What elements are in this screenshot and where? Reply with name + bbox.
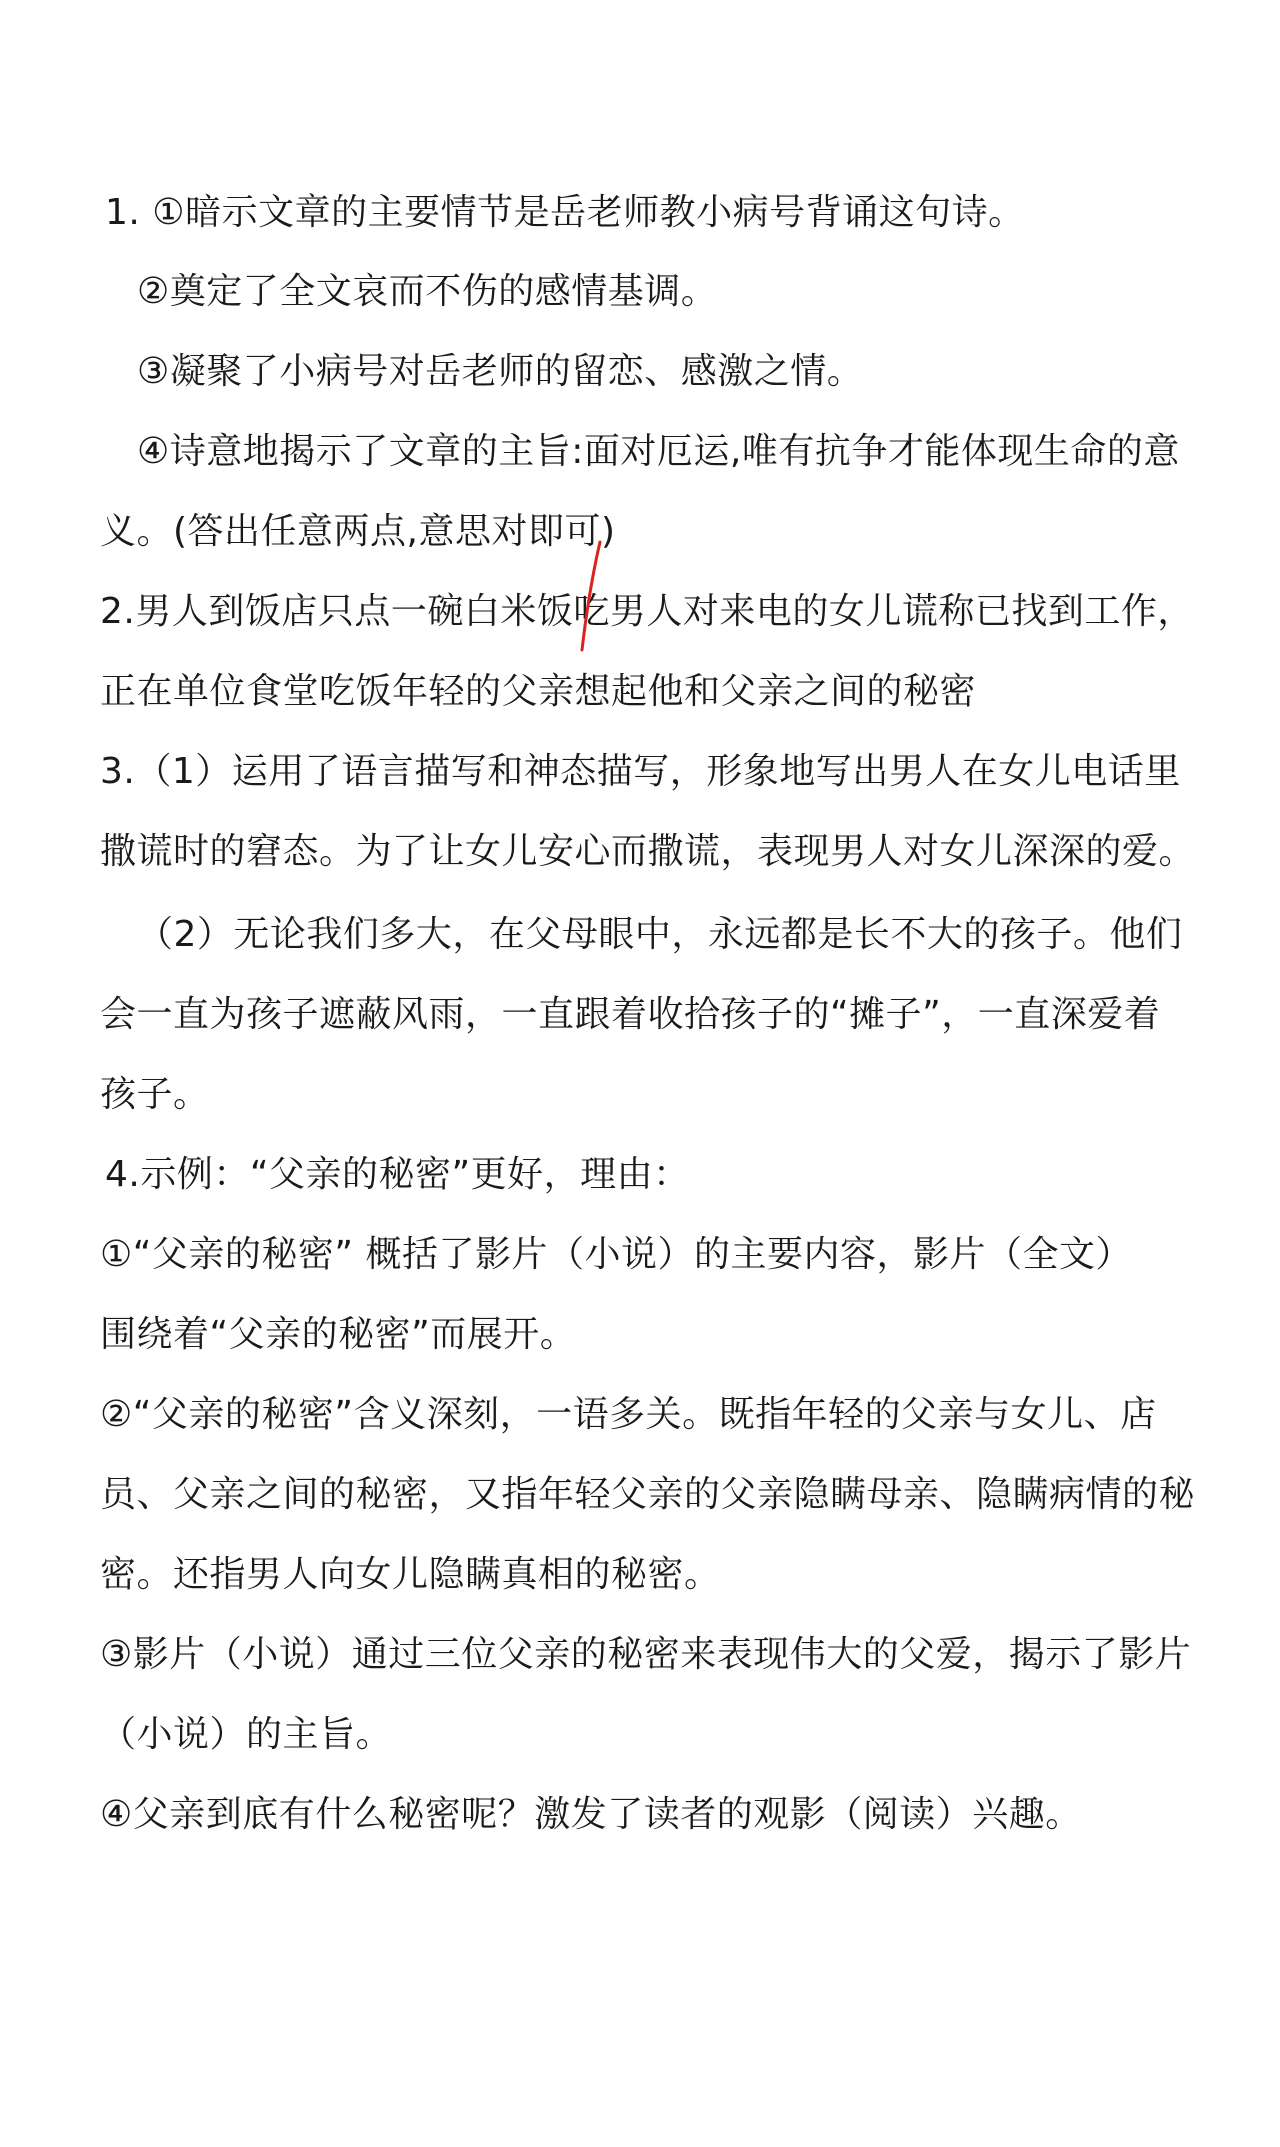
q4-line-3: 围绕着“父亲的秘密”而展开。 bbox=[100, 1314, 577, 1355]
q3-line-5: 孩子。 bbox=[100, 1074, 210, 1115]
q2-line-2: 正在单位食堂吃饭年轻的父亲想起他和父亲之间的秘密 bbox=[100, 671, 977, 712]
q1-line-5: 义。(答出任意两点,意思对即可) bbox=[100, 511, 616, 552]
q3-line-4: 会一直为孩子遮蔽风雨，一直跟着收拾孩子的“摊子”，一直深爱着 bbox=[100, 994, 1161, 1035]
q3-line-2: 撒谎时的窘态。为了让女儿安心而撒谎，表现男人对女儿深深的爱。 bbox=[100, 831, 1196, 872]
q4-line-1: 4.示例：“父亲的秘密”更好，理由： bbox=[105, 1154, 690, 1195]
q4-line-2: ①“父亲的秘密” 概括了影片（小说）的主要内容，影片（全文） bbox=[100, 1234, 1133, 1275]
q4-line-8: （小说）的主旨。 bbox=[100, 1714, 393, 1755]
q3-line-3: （2）无论我们多大，在父母眼中，永远都是长不大的孩子。他们 bbox=[137, 914, 1183, 955]
q1-line-2: ②奠定了全文哀而不伤的感情基调。 bbox=[137, 271, 718, 312]
q4-line-4: ②“父亲的秘密”含义深刻，一语多关。既指年轻的父亲与女儿、店 bbox=[100, 1394, 1157, 1435]
q3-line-1: 3.（1）运用了语言描写和神态描写，形象地写出男人在女儿电话里 bbox=[100, 751, 1181, 792]
q4-line-7: ③影片（小说）通过三位父亲的秘密来表现伟大的父爱，揭示了影片 bbox=[100, 1634, 1192, 1675]
q1-line-4: ④诗意地揭示了文章的主旨:面对厄运,唯有抗争才能体现生命的意 bbox=[137, 431, 1180, 472]
q2-line-1: 2.男人到饭店只点一碗白米饭吃男人对来电的女儿谎称已找到工作， bbox=[100, 591, 1194, 632]
q4-line-6: 密。还指男人向女儿隐瞒真相的秘密。 bbox=[100, 1554, 721, 1595]
q4-line-9: ④父亲到底有什么秘密呢？激发了读者的观影（阅读）兴趣。 bbox=[100, 1794, 1082, 1835]
q1-line-1: 1. ①暗示文章的主要情节是岳老师教小病号背诵这句诗。 bbox=[105, 192, 1025, 233]
q1-line-3: ③凝聚了小病号对岳老师的留恋、感激之情。 bbox=[137, 351, 864, 392]
q4-line-5: 员、父亲之间的秘密，又指年轻父亲的父亲隐瞒母亲、隐瞒病情的秘 bbox=[100, 1474, 1196, 1515]
